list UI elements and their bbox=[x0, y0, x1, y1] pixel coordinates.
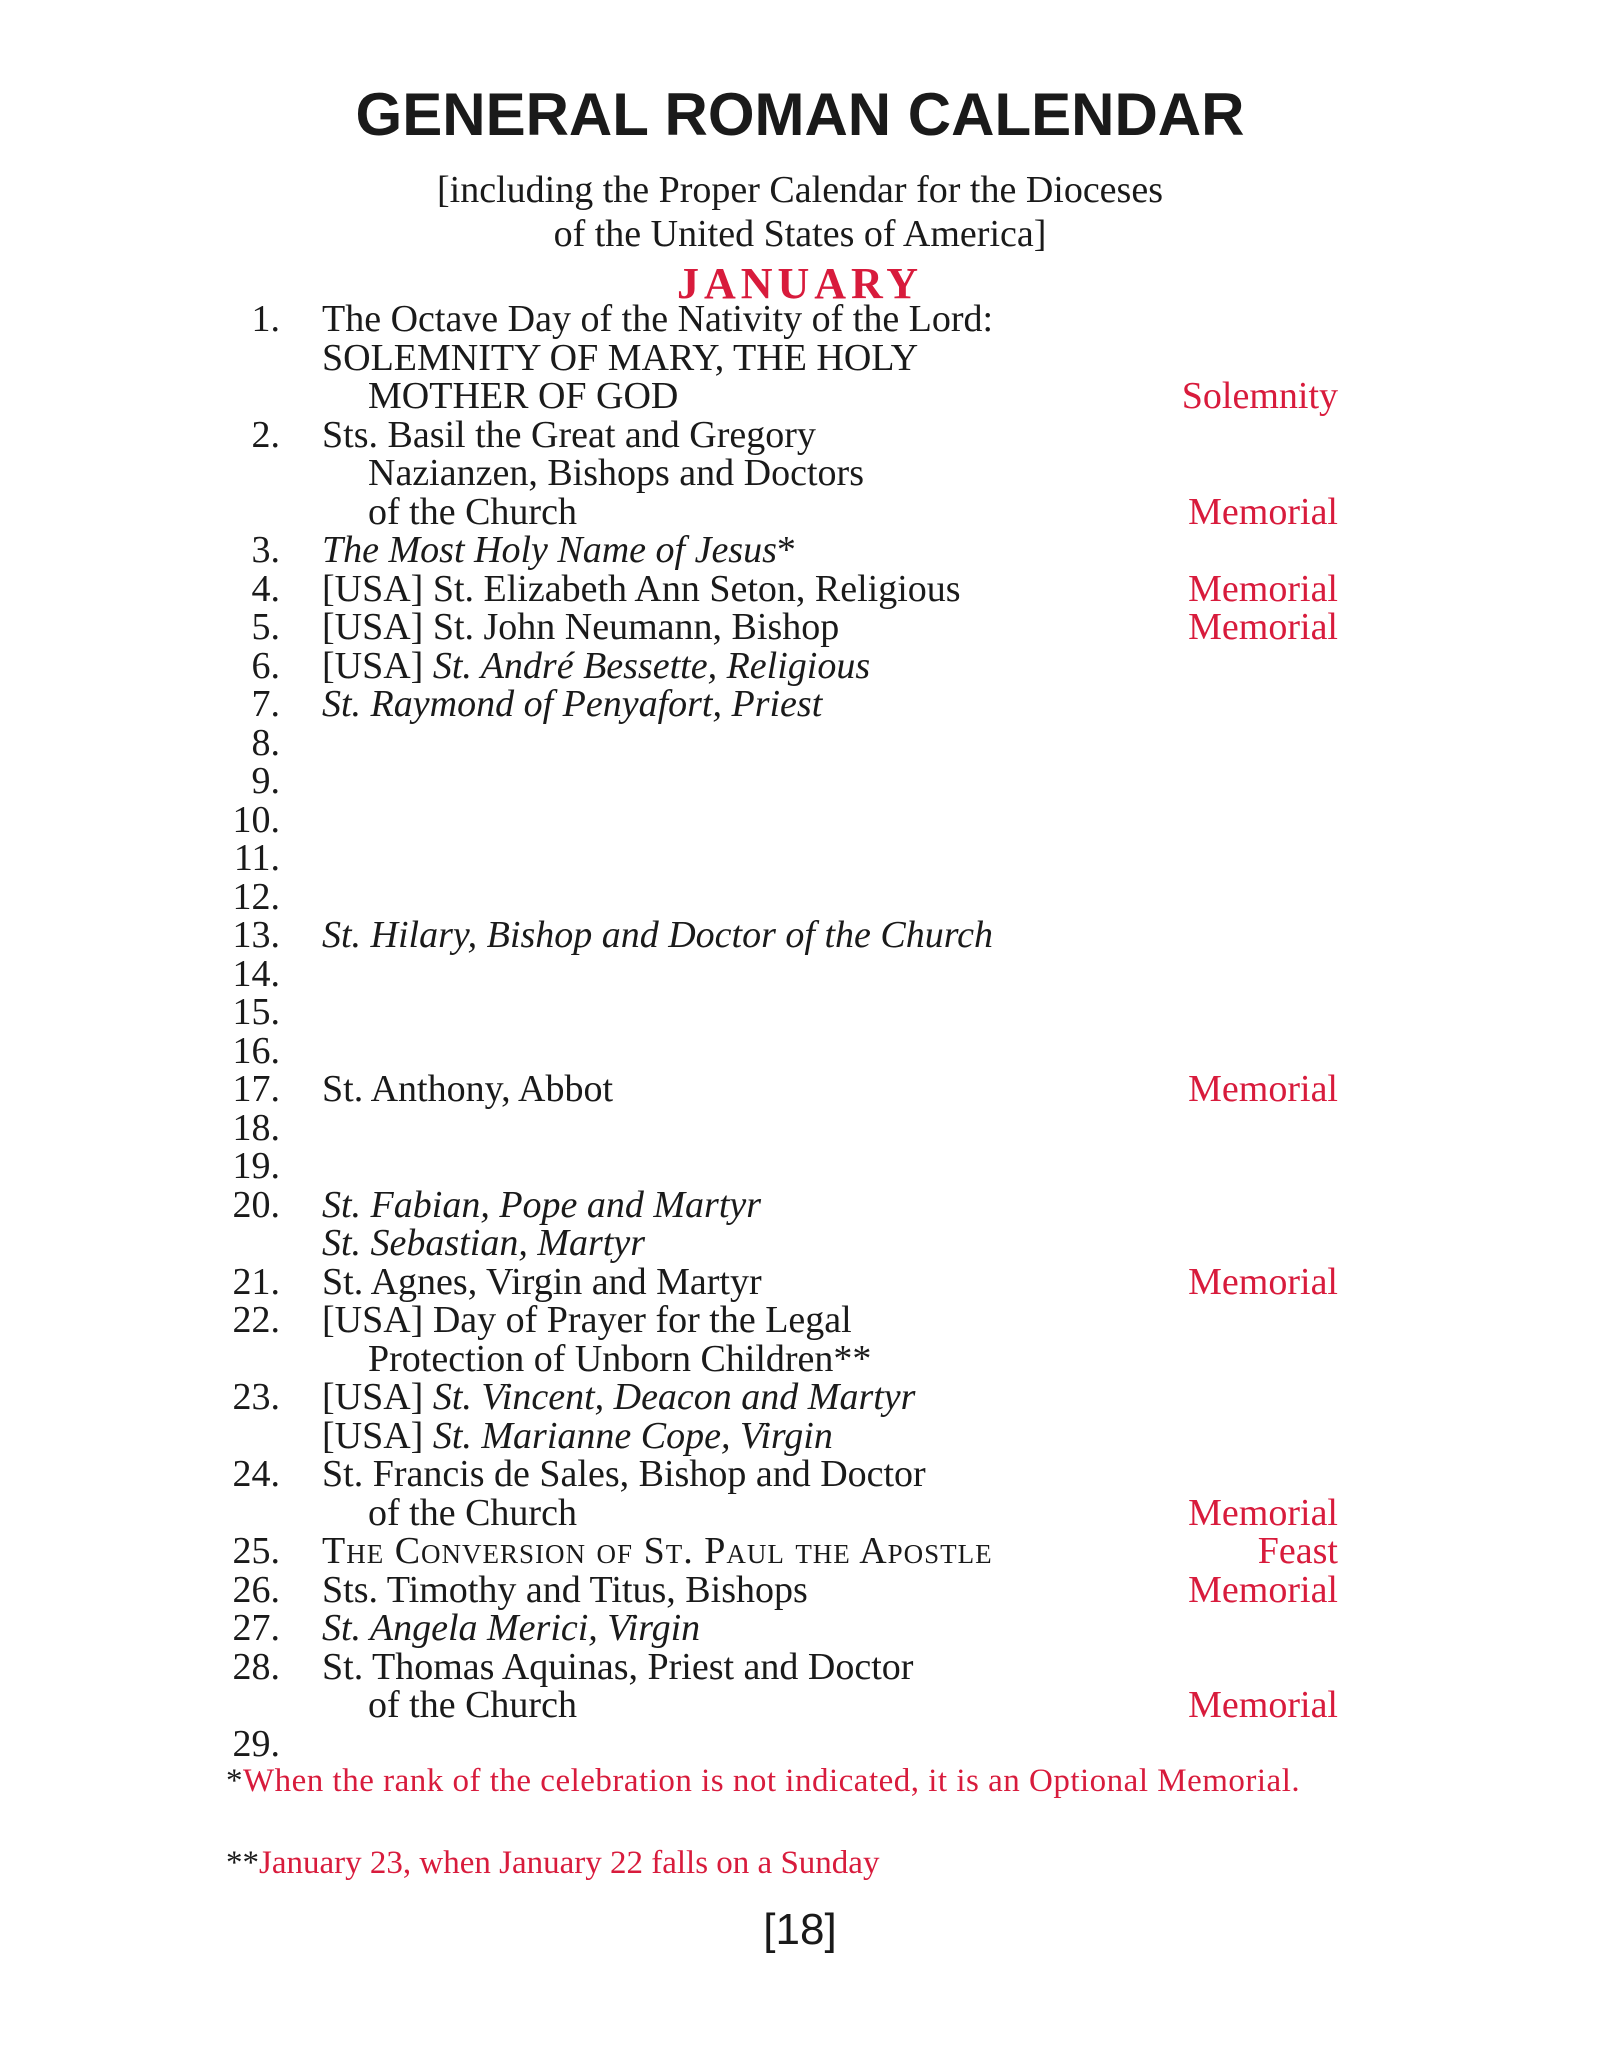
day-number: 21. bbox=[232, 1260, 280, 1303]
celebration-text bbox=[322, 336, 919, 379]
day-number: 22. bbox=[232, 1299, 280, 1341]
celebration-text bbox=[322, 1455, 926, 1494]
celebration-text-part: Sts. Timothy and Titus, Bishops bbox=[322, 1568, 808, 1611]
day-number: 16. bbox=[232, 1029, 280, 1072]
day-number: 26. bbox=[232, 1568, 280, 1611]
celebration-text-part: * bbox=[776, 529, 796, 571]
rank-label: Memorial bbox=[1188, 1491, 1338, 1534]
calendar-line bbox=[0, 1337, 1600, 1380]
celebration-text bbox=[368, 1491, 577, 1534]
calendar-line bbox=[0, 454, 1600, 493]
celebration-text bbox=[322, 1183, 762, 1226]
calendar-line bbox=[0, 875, 1600, 918]
celebration-text bbox=[368, 490, 577, 533]
calendar-line bbox=[0, 952, 1600, 995]
calendar-line bbox=[0, 608, 1600, 647]
celebration-text bbox=[322, 300, 993, 339]
celebration-text-part: [USA] bbox=[322, 644, 433, 687]
calendar-line bbox=[0, 413, 1600, 456]
celebration-text bbox=[322, 1224, 645, 1263]
calendar-line bbox=[0, 1106, 1600, 1149]
calendar-line bbox=[0, 1686, 1600, 1725]
celebration-text-part: [USA] St. Elizabeth Ann Seton, Religious bbox=[322, 567, 961, 610]
calendar-line bbox=[0, 300, 1600, 339]
calendar-line bbox=[0, 377, 1600, 416]
celebration-text-part: of the Church bbox=[368, 1684, 577, 1726]
calendar-line bbox=[0, 1224, 1600, 1263]
day-number: 20. bbox=[232, 1183, 280, 1226]
day-number: 9. bbox=[251, 760, 280, 802]
celebration-text bbox=[322, 1260, 762, 1303]
day-number: 6. bbox=[251, 644, 280, 687]
celebration-text-part: The Most Holy Name of Jesus bbox=[322, 529, 777, 571]
calendar-line bbox=[0, 1455, 1600, 1494]
day-number: 10. bbox=[232, 798, 280, 841]
celebration-text bbox=[322, 1414, 833, 1457]
rank-label: Memorial bbox=[1188, 1684, 1338, 1726]
celebration-text bbox=[322, 1645, 914, 1688]
day-number: 14. bbox=[232, 952, 280, 995]
celebration-text bbox=[368, 377, 678, 416]
rank-label: Feast bbox=[1257, 1530, 1338, 1572]
rank-label: Memorial bbox=[1188, 1568, 1338, 1611]
calendar-line bbox=[0, 916, 1600, 955]
subtitle-line-1: [including the Proper Calendar for the Dioceses bbox=[437, 169, 1163, 211]
celebration-text-part: St. Angela Merici, Virgin bbox=[322, 1607, 701, 1649]
celebration-text-part: St. Raymond of Penyafort, Priest bbox=[322, 683, 823, 725]
celebration-text-part: St. Agnes, Virgin and Martyr bbox=[322, 1260, 762, 1303]
calendar-line bbox=[0, 1147, 1600, 1186]
celebration-text-part: of the Church bbox=[368, 490, 577, 533]
footnote-2 bbox=[226, 1844, 1338, 1882]
page-subtitle bbox=[0, 168, 1600, 256]
calendar-line bbox=[0, 531, 1600, 570]
celebration-text-part: St. Vincent, Deacon and Martyr bbox=[432, 1376, 916, 1418]
day-number: 11. bbox=[233, 837, 280, 879]
calendar-line bbox=[0, 721, 1600, 764]
celebration-text-part: [USA] Day of Prayer for the Legal bbox=[322, 1299, 852, 1341]
calendar-line bbox=[0, 567, 1600, 610]
rank-label: Memorial bbox=[1188, 1068, 1338, 1110]
celebration-text-part: St. Sebastian, Martyr bbox=[322, 1222, 645, 1264]
celebration-text bbox=[322, 531, 796, 570]
celebration-text-part: St. Thomas Aquinas, Priest and Doctor bbox=[322, 1645, 914, 1688]
day-number: 12. bbox=[232, 875, 280, 918]
day-number: 19. bbox=[232, 1145, 280, 1187]
celebration-text-part: The Conversion of St. Paul the Apostle bbox=[322, 1530, 993, 1572]
celebration-text-part: St. Fabian, Pope and Martyr bbox=[322, 1183, 762, 1226]
calendar-line bbox=[0, 993, 1600, 1032]
day-number: 13. bbox=[232, 914, 280, 956]
celebration-text-part: SOLEMNITY OF MARY, THE HOLY bbox=[322, 336, 919, 379]
celebration-text bbox=[368, 1337, 872, 1380]
celebration-text-part: St. Francis de Sales, Bishop and Doctor bbox=[322, 1453, 926, 1495]
calendar-line bbox=[0, 336, 1600, 379]
day-number: 17. bbox=[232, 1068, 280, 1110]
day-number: 15. bbox=[232, 991, 280, 1033]
celebration-text-part: Sts. Basil the Great and Gregory bbox=[322, 413, 816, 456]
celebration-text bbox=[322, 567, 961, 610]
day-number: 2. bbox=[251, 413, 280, 456]
celebration-text bbox=[322, 1532, 993, 1571]
day-number: 29. bbox=[232, 1722, 280, 1765]
celebration-text-part: St. Marianne Cope, Virgin bbox=[432, 1414, 833, 1457]
celebration-text bbox=[322, 1070, 613, 1109]
calendar-line bbox=[0, 1301, 1600, 1340]
rank-label: Solemnity bbox=[1181, 375, 1338, 417]
rank-label: Memorial bbox=[1188, 567, 1338, 610]
calendar-line bbox=[0, 1491, 1600, 1534]
celebration-text bbox=[322, 1609, 700, 1648]
celebration-text-part: Nazianzen, Bishops and Doctors bbox=[368, 452, 864, 494]
celebration-text-part: MOTHER OF GOD bbox=[368, 375, 679, 417]
calendar-line bbox=[0, 1260, 1600, 1303]
celebration-text bbox=[322, 644, 871, 687]
rank-label: Memorial bbox=[1188, 490, 1338, 533]
calendar-line bbox=[0, 490, 1600, 533]
day-number: 3. bbox=[251, 529, 280, 571]
calendar-line bbox=[0, 1568, 1600, 1611]
day-number: 27. bbox=[232, 1607, 280, 1649]
celebration-text bbox=[322, 608, 839, 647]
day-number: 28. bbox=[232, 1645, 280, 1688]
day-number: 18. bbox=[232, 1106, 280, 1149]
calendar-line bbox=[0, 1378, 1600, 1417]
rank-label: Memorial bbox=[1188, 1260, 1338, 1303]
footnote-1 bbox=[226, 1762, 1338, 1800]
celebration-text bbox=[322, 1301, 852, 1340]
calendar-entries bbox=[0, 300, 1600, 1763]
footnote-1-text: When the rank of the celebration is not indicated, it is an Optional Memorial. bbox=[243, 1763, 1301, 1799]
calendar-line bbox=[0, 1532, 1600, 1571]
page-title: GENERAL ROMAN CALENDAR bbox=[355, 81, 1245, 148]
month-heading: JANUARY bbox=[676, 259, 924, 308]
celebration-text-part: St. André Bessette, Religious bbox=[432, 644, 871, 687]
calendar-line bbox=[0, 1609, 1600, 1648]
celebration-text bbox=[322, 413, 816, 456]
celebration-text-part: Protection of Unborn Children** bbox=[368, 1337, 872, 1380]
subtitle-line-2: of the United States of America] bbox=[553, 213, 1047, 255]
celebration-text bbox=[322, 1568, 808, 1611]
day-number: 8. bbox=[251, 721, 280, 764]
day-number: 4. bbox=[251, 567, 280, 610]
calendar-line bbox=[0, 1645, 1600, 1688]
rank-label: Memorial bbox=[1188, 606, 1338, 648]
celebration-text-part: [USA] St. John Neumann, Bishop bbox=[322, 606, 840, 648]
day-number: 7. bbox=[251, 683, 280, 725]
celebration-text-part: of the Church bbox=[368, 1491, 577, 1534]
calendar-line bbox=[0, 1722, 1600, 1765]
celebration-text-part: [USA] bbox=[322, 1376, 433, 1418]
calendar-line bbox=[0, 685, 1600, 724]
celebration-text-part: St. Hilary, Bishop and Doctor of the Church bbox=[322, 914, 993, 956]
celebration-text bbox=[322, 685, 822, 724]
footnote-2-text: January 23, when January 22 falls on a Sunday bbox=[259, 1845, 880, 1881]
celebration-text bbox=[368, 1686, 577, 1725]
celebration-text-part: [USA] bbox=[322, 1414, 433, 1457]
celebration-text-part: St. Anthony, Abbot bbox=[322, 1068, 614, 1110]
footnote-2-mark: ** bbox=[226, 1845, 259, 1881]
day-number: 24. bbox=[232, 1453, 280, 1495]
celebration-text bbox=[368, 454, 864, 493]
day-number: 23. bbox=[232, 1376, 280, 1418]
calendar-line bbox=[0, 762, 1600, 801]
calendar-line bbox=[0, 1070, 1600, 1109]
celebration-text bbox=[322, 1378, 915, 1417]
day-number: 25. bbox=[232, 1530, 280, 1572]
celebration-text-part: The Octave Day of the Nativity of the Lord: bbox=[322, 298, 994, 340]
footnote-1-mark: * bbox=[226, 1763, 243, 1799]
day-number: 1. bbox=[251, 298, 280, 340]
celebration-text bbox=[322, 916, 993, 955]
calendar-line bbox=[0, 1029, 1600, 1072]
calendar-line bbox=[0, 644, 1600, 687]
calendar-line bbox=[0, 1183, 1600, 1226]
page-number: [18] bbox=[763, 1905, 837, 1954]
day-number: 5. bbox=[251, 606, 280, 648]
calendar-line bbox=[0, 839, 1600, 878]
calendar-line bbox=[0, 798, 1600, 841]
calendar-line bbox=[0, 1414, 1600, 1457]
